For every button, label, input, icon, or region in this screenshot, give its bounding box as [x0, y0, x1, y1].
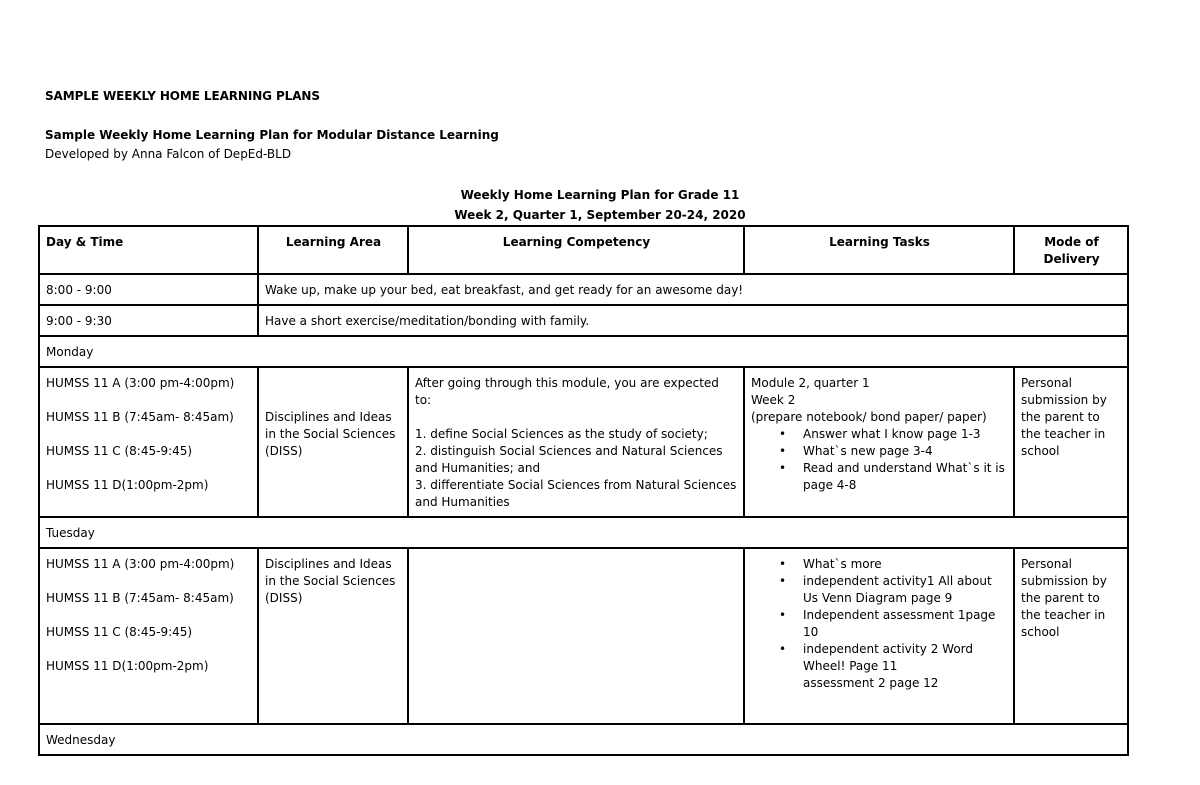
competency-cell — [408, 367, 744, 517]
tasks-cell — [744, 367, 1014, 517]
tasks-cell — [744, 548, 1014, 724]
tasks-intro-line: Week 2 — [751, 393, 796, 407]
competency-intro: After going through this module, you are expected to: — [415, 376, 719, 407]
routine-row — [39, 274, 1128, 305]
learning-area-cell — [258, 367, 408, 517]
task-item: • What`s more — [803, 556, 1008, 573]
day-row-monday — [39, 336, 1128, 367]
class-slot: HUMSS 11 B (7:45am- 8:45am) — [46, 591, 234, 605]
routine-activity: Wake up, make up your bed, eat breakfast, and get ready for an awesome day! — [258, 274, 1128, 305]
schedule-row-tuesday — [39, 548, 1128, 724]
task-item: • What`s new page 3-4 — [803, 443, 1008, 460]
routine-time: 9:00 - 9:30 — [39, 305, 258, 336]
day-row-tuesday — [39, 517, 1128, 548]
class-slot: HUMSS 11 C (8:45-9:45) — [46, 625, 193, 639]
header-day-time: Day & Time — [39, 226, 258, 274]
learning-area: Disciplines and Ideas in the Social Sciences (DISS) — [265, 557, 396, 605]
task-continuation: assessment 2 page 12 — [803, 676, 939, 690]
header-learning-competency: Learning Competency — [408, 226, 744, 274]
document-subtitle: Sample Weekly Home Learning Plan for Modular Distance Learning — [45, 128, 499, 142]
class-slot: HUMSS 11 A (3:00 pm-4:00pm) — [46, 376, 235, 390]
class-slot: HUMSS 11 A (3:00 pm-4:00pm) — [46, 557, 235, 571]
mode-of-delivery: Personal submission by the parent to the teacher in school — [1021, 557, 1107, 639]
task-item: • independent activity1 All about Us Venn Diagram page 9 — [803, 573, 1008, 607]
competency-item: 1. define Social Sciences as the study of society; — [415, 427, 708, 441]
class-slot: HUMSS 11 C (8:45-9:45) — [46, 444, 193, 458]
task-item: • Answer what I know page 1-3 — [803, 426, 1008, 443]
mode-of-delivery: Personal submission by the parent to the teacher in school — [1021, 376, 1107, 458]
tasks-intro-line: Module 2, quarter 1 — [751, 376, 870, 390]
tasks-intro-line: (prepare notebook/ bond paper/ paper) — [751, 410, 987, 424]
plan-title: Weekly Home Learning Plan for Grade 11 — [460, 188, 740, 202]
delivery-cell — [1014, 367, 1128, 517]
class-slots — [39, 367, 258, 517]
class-slot: HUMSS 11 D(1:00pm-2pm) — [46, 659, 209, 673]
delivery-cell — [1014, 548, 1128, 724]
class-slot: HUMSS 11 B (7:45am- 8:45am) — [46, 410, 234, 424]
header-mode-of-delivery: Mode of Delivery — [1014, 226, 1128, 274]
header-learning-area: Learning Area — [258, 226, 408, 274]
day-row-wednesday — [39, 724, 1128, 755]
task-list — [751, 556, 1008, 675]
competency-item: 3. differentiate Social Sciences from Natural Sciences and Humanities — [415, 478, 737, 509]
task-list — [751, 426, 1008, 494]
day-label: Monday — [39, 336, 1128, 367]
document-author: Developed by Anna Falcon of DepEd-BLD — [45, 147, 292, 161]
task-item: • Read and understand What`s it is page 4-8 — [803, 460, 1008, 494]
competency-cell — [408, 548, 744, 724]
competency-item: 2. distinguish Social Sciences and Natural Sciences and Humanities; and — [415, 444, 723, 475]
learning-plan-table — [38, 225, 1129, 756]
learning-area-cell — [258, 548, 408, 724]
plan-week: Week 2, Quarter 1, September 20-24, 2020 — [454, 208, 746, 222]
document-heading: SAMPLE WEEKLY HOME LEARNING PLANS — [45, 89, 320, 103]
learning-area: Disciplines and Ideas in the Social Sciences (DISS) — [265, 410, 396, 458]
task-item: • Independent assessment 1page 10 — [803, 607, 1008, 641]
day-label: Wednesday — [39, 724, 1128, 755]
class-slot: HUMSS 11 D(1:00pm-2pm) — [46, 478, 209, 492]
class-slots — [39, 548, 258, 724]
header-learning-tasks: Learning Tasks — [744, 226, 1014, 274]
table-header-row — [39, 226, 1128, 274]
routine-row — [39, 305, 1128, 336]
day-label: Tuesday — [39, 517, 1128, 548]
routine-time: 8:00 - 9:00 — [39, 274, 258, 305]
schedule-row-monday — [39, 367, 1128, 517]
routine-activity: Have a short exercise/meditation/bonding with family. — [258, 305, 1128, 336]
task-item: • independent activity 2 Word Wheel! Page 11 — [803, 641, 1008, 675]
